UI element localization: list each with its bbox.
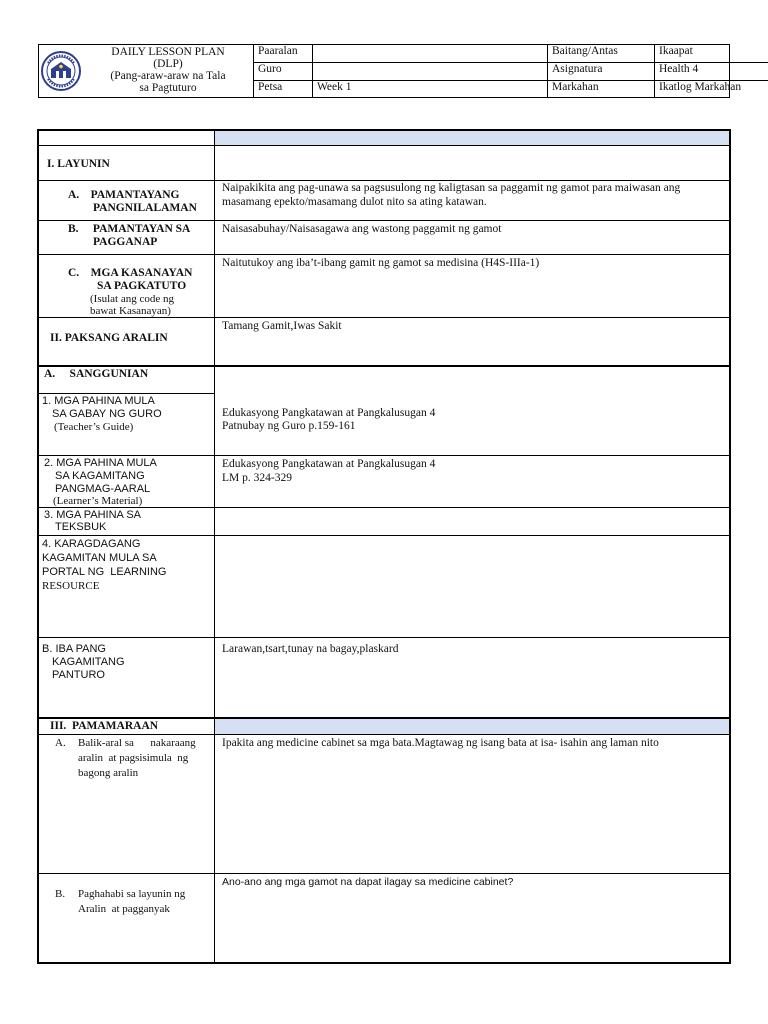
portal-value — [215, 536, 729, 637]
pamantayan-pagganap-line: PAGGANAP — [93, 236, 158, 248]
grade-value: Ikaapat — [655, 45, 768, 63]
seal-cell — [39, 45, 83, 97]
subject-label: Asignatura — [548, 63, 655, 81]
teksbuk-line: 3. MGA PAHINA SA — [44, 509, 141, 521]
kagamitan-value-cell — [215, 456, 729, 507]
header-row — [254, 45, 768, 63]
kagamitan-line: SA KAGAMITANG — [55, 470, 145, 482]
paghahabi-row — [39, 874, 729, 962]
layunin-heading: I. LAYUNIN — [47, 158, 110, 170]
balik-aral-letter: A. — [55, 737, 66, 749]
paghahabi-label — [39, 874, 215, 962]
date-value: Week 1 — [313, 81, 548, 99]
portal-line: RESOURCE — [42, 580, 100, 592]
paksang-aralin-value: Tamang Gamit,Iwas Sakit — [222, 320, 342, 332]
deped-seal-icon — [39, 45, 83, 97]
blank-cell — [39, 131, 215, 145]
gabay-line: (Teacher’s Guide) — [54, 421, 134, 433]
teacher-label: Guro — [254, 63, 313, 81]
table-header-row — [39, 131, 729, 146]
balik-aral-value: Ipakita ang medicine cabinet sa mga bata.Magtawag ng isang bata at isa- isahin ang laman nito — [222, 737, 659, 749]
header-block — [38, 44, 742, 98]
pamamaraan-row — [39, 719, 729, 735]
portal-line: PORTAL NG LEARNING — [42, 566, 167, 578]
paksang-aralin-label — [39, 318, 215, 365]
pamantayang-nilalaman-line: PANGNILALAMAN — [93, 202, 197, 214]
paghahabi-line: Paghahabi sa layunin ng — [78, 888, 186, 900]
title-line: sa Pagtuturo — [139, 82, 197, 94]
pamantayang-nilalaman-value: Naipakikita ang pag-unawa sa pagsusulong ng kaligtasan sa paggamit ng gamot para maiwasan ang masamang epekto/masamang dulot nito sa ating katawan. — [222, 182, 681, 208]
quarter-label: Markahan — [548, 81, 655, 99]
iba-line: KAGAMITANG — [52, 656, 125, 668]
header-row — [254, 81, 768, 99]
kagamitan-line: PANGMAG-AARAL — [55, 483, 151, 495]
quarter-value: Ikatlog Markahan — [655, 81, 768, 99]
pamamaraan-label — [39, 719, 215, 734]
portal-label — [39, 536, 215, 637]
title-line: DAILY LESSON PLAN — [111, 46, 225, 58]
kasanayan-line: SA PAGKATUTO — [97, 280, 187, 292]
kagamitan-value-line: Edukasyong Pangkatawan at Pangkalusugan 4 — [222, 458, 436, 470]
school-label: Paaralan — [254, 45, 313, 63]
kagamitan-value-line: LM p. 324-329 — [222, 472, 292, 484]
gabay-line: SA GABAY NG GURO — [52, 408, 162, 420]
portal-line: KAGAMITAN MULA SA — [42, 552, 157, 564]
blue-header-cell — [215, 131, 729, 145]
pamantayan-pagganap-line: B. PAMANTAYAN SA — [68, 223, 191, 235]
kagamitan-row — [39, 456, 729, 508]
pamantayang-nilalaman-line: A. PAMANTAYANG — [68, 189, 180, 201]
lesson-plan-table — [37, 129, 731, 964]
pamantayang-nilalaman-row — [39, 181, 729, 221]
pamantayan-pagganap-value: Naisasabuhay/Naisasagawa ang wastong paggamit ng gamot — [222, 223, 502, 235]
paghahabi-value: Ano-ano ang mga gamot na dapat ilagay sa medicine cabinet? — [222, 876, 514, 888]
teksbuk-row — [39, 508, 729, 536]
teacher-value — [313, 63, 548, 81]
portal-line: 4. KARAGDAGANG — [42, 538, 141, 550]
teksbuk-line: TEKSBUK — [55, 521, 107, 533]
iba-line: B. IBA PANG — [42, 643, 106, 655]
pamantayan-pagganap-row — [39, 221, 729, 255]
date-label: Petsa — [254, 81, 313, 99]
kagamitan-label — [39, 456, 215, 507]
balik-aral-line: aralin at pagsisimula ng — [78, 752, 189, 764]
balik-aral-label — [39, 735, 215, 873]
layunin-label-cell — [39, 146, 215, 180]
teksbuk-value — [215, 508, 729, 535]
iba-pang-kagamitan-value: Larawan,tsart,tunay na bagay,plaskard — [222, 643, 399, 655]
paksang-aralin-row — [39, 318, 729, 367]
sanggunian-divider — [39, 393, 215, 394]
kasanayan-line: (Isulat ang code ng — [90, 293, 174, 305]
pamantayang-nilalaman-label — [39, 181, 215, 220]
gabay-value-line: Patnubay ng Guro p.159-161 — [222, 420, 356, 432]
portal-row — [39, 536, 729, 638]
sanggunian-row — [39, 367, 729, 456]
pamamaraan-heading: III. PAMAMARAAN — [50, 720, 159, 732]
document-title — [83, 45, 253, 97]
header-row — [254, 63, 768, 81]
pamantayan-pagganap-label — [39, 221, 215, 254]
sanggunian-heading: A. SANGGUNIAN — [44, 368, 149, 380]
balik-aral-line: bagong aralin — [78, 767, 139, 779]
iba-pang-kagamitan-row — [39, 638, 729, 719]
kagamitan-line: 2. MGA PAHINA MULA — [44, 457, 157, 469]
gabay-line: 1. MGA PAHINA MULA — [42, 395, 155, 407]
kasanayan-label — [39, 255, 215, 317]
sanggunian-label-cell — [39, 367, 215, 455]
header-info-grid — [253, 45, 768, 98]
subject-value: Health 4 — [655, 63, 768, 81]
iba-line: PANTURO — [52, 669, 105, 681]
kasanayan-line: bawat Kasanayan) — [90, 305, 171, 317]
gabay-value-line: Edukasyong Pangkatawan at Pangkalusugan 4 — [222, 407, 436, 419]
kasanayan-row — [39, 255, 729, 318]
kagamitan-line: (Learner’s Material) — [53, 495, 143, 507]
title-line: (DLP) — [153, 58, 183, 70]
paghahabi-letter: B. — [55, 888, 66, 900]
layunin-value-cell — [215, 146, 729, 180]
layunin-row — [39, 146, 729, 181]
kasanayan-value: Naitutukoy ang iba’t-ibang gamit ng gamot sa medisina (H4S-IIIa-1) — [222, 257, 540, 269]
balik-aral-line: Balik-aral sa nakaraang — [78, 737, 196, 749]
paghahabi-line: Aralin at pagganyak — [78, 903, 170, 915]
paksang-aralin-heading: II. PAKSANG ARALIN — [50, 332, 168, 344]
title-line: (Pang-araw-araw na Tala — [110, 70, 226, 82]
gabay-value-cell — [215, 367, 729, 455]
grade-label: Baitang/Antas — [548, 45, 655, 63]
teksbuk-label — [39, 508, 215, 535]
pamamaraan-blue-cell — [215, 719, 729, 734]
iba-pang-kagamitan-label — [39, 638, 215, 717]
kasanayan-line: C. MGA KASANAYAN — [68, 267, 193, 279]
school-value — [313, 45, 548, 63]
balik-aral-row — [39, 735, 729, 874]
